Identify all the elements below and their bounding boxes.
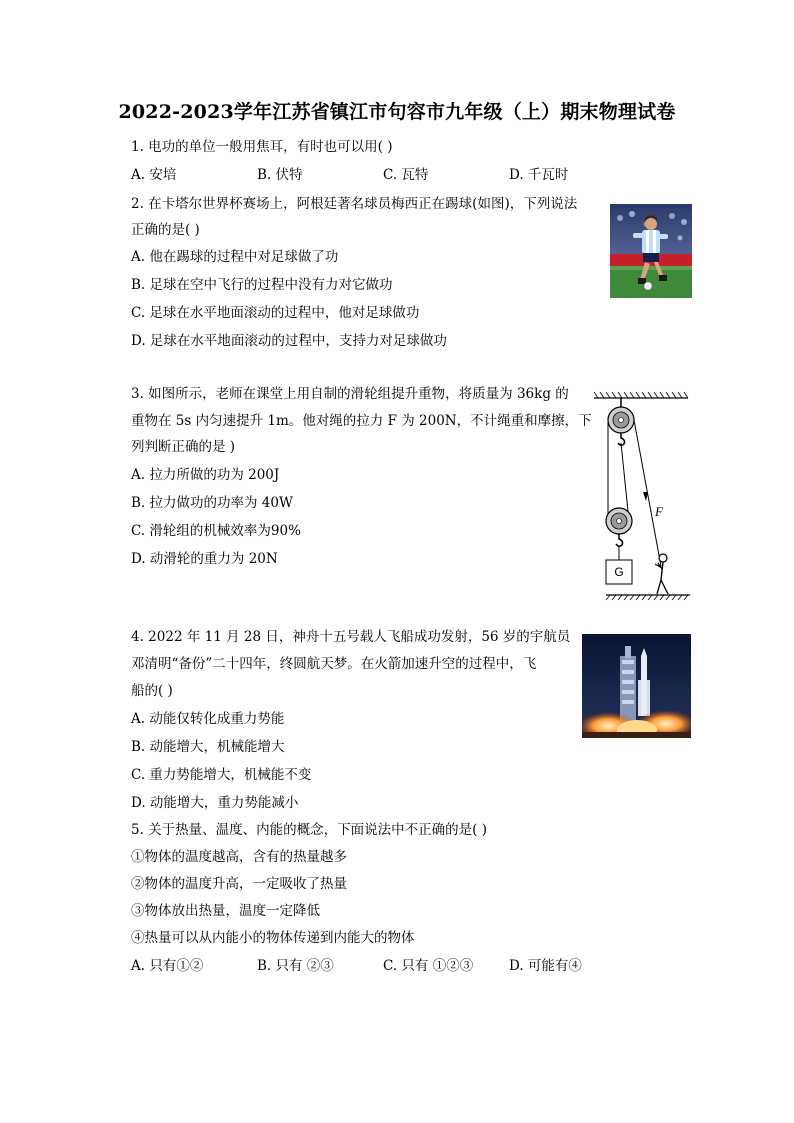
- q5-item-3: ③物体放出热量，温度一定降低: [131, 903, 320, 919]
- q5-option-b: B. 只有 ②③: [257, 958, 334, 974]
- q5-item-2: ②物体的温度升高，一定吸收了热量: [131, 876, 347, 892]
- q2-option-d: D. 足球在水平地面滚动的过程中，支持力对足球做功: [131, 333, 447, 349]
- q5-stem: 5. 关于热量、温度、内能的概念，下面说法中不正确的是( ): [131, 822, 487, 838]
- q5-item-4: ④热量可以从内能小的物体传递到内能大的物体: [131, 930, 415, 946]
- q2-option-c: C. 足球在水平地面滚动的过程中，他对足球做功: [131, 305, 420, 321]
- q3-option-c: C. 滑轮组的机械效率为90%: [131, 523, 301, 539]
- q4-option-c: C. 重力势能增大，机械能不变: [131, 767, 312, 783]
- q4-stem-line3: 船的( ): [131, 683, 173, 699]
- q4-stem-line1: 4. 2022 年 11 月 28 日，神舟十五号载人飞船成功发射，56 岁的宇航员: [131, 629, 571, 645]
- q3-force-label: F: [655, 504, 663, 519]
- q3-option-b: B. 拉力做功的功率为 40W: [131, 495, 293, 511]
- q1-option-c: C. 瓦特: [383, 167, 429, 183]
- q3-weight-label: G: [614, 565, 624, 579]
- q4-rocket-launch-photo: [582, 634, 691, 738]
- q3-option-a: A. 拉力所做的功为 200J: [131, 467, 280, 483]
- q1-option-d: D. 千瓦时: [509, 167, 569, 183]
- q4-option-a: A. 动能仅转化成重力势能: [131, 711, 285, 727]
- q2-stem-line2: 正确的是( ): [131, 222, 200, 238]
- q5-option-a: A. 只有①②: [131, 958, 204, 974]
- q5-option-d: D. 可能有④: [509, 958, 582, 974]
- q2-option-a: A. 他在踢球的过程中对足球做了功: [131, 249, 339, 265]
- q2-stem-line1: 2. 在卡塔尔世界杯赛场上，阿根廷著名球员梅西正在踢球(如图)，下列说法: [131, 196, 578, 212]
- q2-football-player-photo: [610, 204, 692, 298]
- q1-option-a: A. 安培: [131, 167, 177, 183]
- q3-stem-line3: 列判断正确的是 ): [131, 439, 236, 455]
- q4-option-d: D. 动能增大，重力势能减小: [131, 795, 299, 811]
- q3-stem-line1: 3. 如图所示，老师在课堂上用自制的滑轮组提升重物，将质量为 36kg 的: [131, 386, 569, 402]
- q3-pulley-diagram: [590, 388, 700, 603]
- page-title: 2022-2023学年江苏省镇江市句容市九年级（上）期末物理试卷: [118, 101, 676, 123]
- q4-option-b: B. 动能增大，机械能增大: [131, 739, 285, 755]
- q5-option-c: C. 只有 ①②③: [383, 958, 474, 974]
- q3-stem-line2: 重物在 5s 内匀速提升 1m。他对绳的拉力 F 为 200N，不计绳重和摩擦，下: [131, 413, 592, 429]
- q5-item-1: ①物体的温度越高，含有的热量越多: [131, 849, 347, 865]
- q3-option-d: D. 动滑轮的重力为 20N: [131, 551, 278, 567]
- q1-stem: 1. 电功的单位一般用焦耳，有时也可以用( ): [131, 139, 393, 155]
- q1-option-b: B. 伏特: [257, 167, 303, 183]
- q2-option-b: B. 足球在空中飞行的过程中没有力对它做功: [131, 277, 393, 293]
- q4-stem-line2: 邓清明“备份”二十四年，终圆航天梦。在火箭加速升空的过程中，飞: [131, 656, 537, 672]
